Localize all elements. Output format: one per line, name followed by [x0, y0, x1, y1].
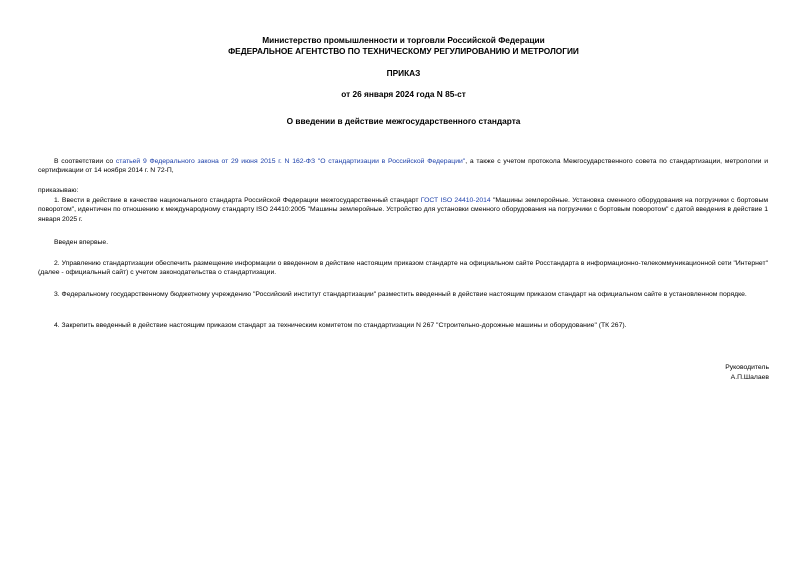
preamble-paragraph	[38, 157, 768, 176]
signatory-title: Руководитель	[725, 364, 769, 371]
gost-standard-link[interactable]: ГОСТ ISO 24410-2014	[420, 197, 491, 204]
item-1-prefix: 1. Ввести в действие в качестве национального стандарта Российской Федерации межгосударственный стандарт	[54, 197, 421, 204]
item-3-paragraph: 3. Федеральному государственному бюджетному учреждению "Российский институт стандартизации" разместить введенный в действие настоящим приказом стандарт на официальном сайте в установленном порядке.	[54, 291, 747, 298]
agency-name: ФЕДЕРАЛЬНОЕ АГЕНТСТВО ПО ТЕХНИЧЕСКОМУ РЕГУЛИРОВАНИЮ И МЕТРОЛОГИИ	[228, 46, 579, 56]
preamble-prefix: В соответствии со	[54, 158, 116, 165]
document-date-number: от 26 января 2024 года N 85-ст	[341, 89, 466, 99]
ministry-name: Министерство промышленности и торговли Российской Федерации	[262, 35, 545, 45]
item-2-paragraph: 2. Управлению стандартизации обеспечить размещение информации о введенном в действие настоящим приказом стандарте на официальном сайте Росстандарта в информационно-телекоммуникационной сети "Интернет" (далее - официальный сайт) с учетом законодательства о стандартизации.	[38, 260, 768, 277]
item-1-paragraph	[38, 196, 768, 224]
document-type: ПРИКАЗ	[386, 68, 421, 78]
item-4-paragraph: 4. Закрепить введенный в действие настоящим приказом стандарт за техническим комитетом по стандартизации N 267 "Строительно-дорожные машины и оборудование" (ТК 267).	[54, 322, 627, 329]
document-subject: О введении в действие межгосударственного стандарта	[286, 116, 521, 126]
order-word: приказываю:	[38, 187, 79, 194]
item-1-suffix: "Машины землеройные. Установка сменного оборудования на погрузчики с бортовым поворотом", идентичен по отношению к международному стандарту ISO 24410:2005 "Машины землеройные. Устройство для установки сменного оборудования на погрузчики с бортовым поворотом" с датой введения в действие 1 января 2025 г.	[38, 197, 768, 223]
preamble-suffix: , а также с учетом протокола Межгосударственного совета по стандартизации, метрологии и сертификации от 14 ноября 2014 г. N 72-П,	[38, 158, 768, 175]
signatory-name: А.П.Шалаев	[730, 374, 769, 381]
introduced-first-note: Введен впервые.	[54, 239, 109, 246]
federal-law-link[interactable]: статьей 9 Федерального закона от 29 июня 2015 г. N 162-ФЗ "О стандартизации в Российской Федерации"	[115, 158, 466, 165]
